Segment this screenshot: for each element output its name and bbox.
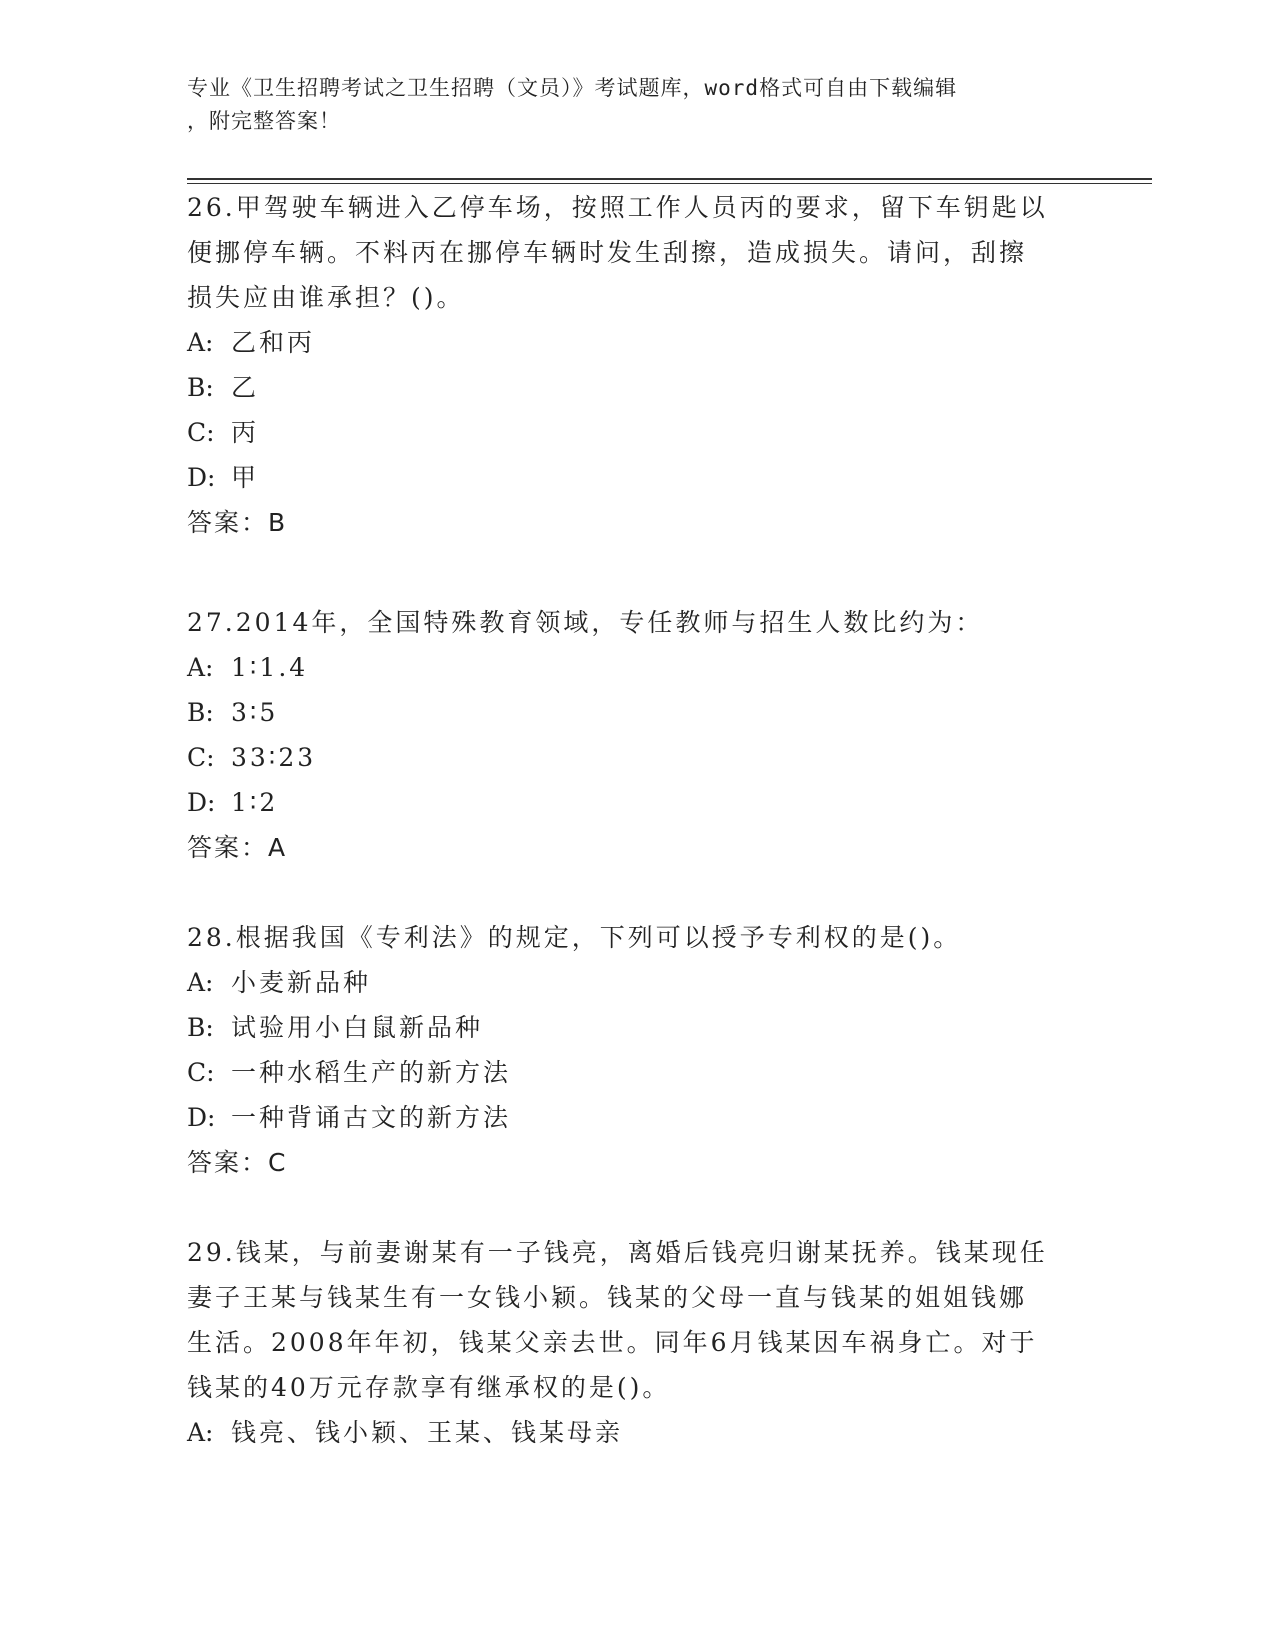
question-stem-line: 生活。2008年年初，钱某父亲去世。同年6月钱某因车祸身亡。对于 <box>187 1328 1038 1357</box>
option-a <box>187 960 1087 1005</box>
option-key: B: <box>187 373 214 402</box>
option-text: 3∶5 <box>231 698 279 727</box>
option-a <box>187 1410 1087 1455</box>
header-line-1: 专业《卫生招聘考试之卫生招聘（文员）》考试题库，word格式可自由下载编辑 <box>187 76 958 100</box>
option-d <box>187 780 1087 825</box>
question-stem-line: 28.根据我国《专利法》的规定，下列可以授予专利权的是()。 <box>187 923 962 952</box>
option-b <box>187 690 1087 735</box>
answer-line: 答案：A <box>187 833 288 862</box>
header-divider-thin <box>187 183 1152 184</box>
question-29 <box>187 1230 1087 1455</box>
option-c <box>187 410 1087 455</box>
option-key: B: <box>187 698 214 727</box>
question-stem-line: 妻子王某与钱某生有一女钱小颖。钱某的父母一直与钱某的姐姐钱娜 <box>187 1283 1028 1312</box>
option-text: 丙 <box>231 418 260 447</box>
option-text: 33∶23 <box>231 743 317 772</box>
answer-line: 答案：B <box>187 508 288 537</box>
option-d <box>187 455 1087 500</box>
option-text: 乙和丙 <box>231 328 316 357</box>
header-divider-thick <box>187 178 1152 180</box>
option-a <box>187 320 1087 365</box>
question-28 <box>187 915 1087 1185</box>
question-27 <box>187 600 1087 870</box>
option-text: 甲 <box>231 463 260 492</box>
document-header <box>187 72 1067 138</box>
option-key: B: <box>187 1013 214 1042</box>
option-key: A: <box>187 653 214 682</box>
question-26 <box>187 185 1087 545</box>
question-stem-line: 27.2014年，全国特殊教育领域，专任教师与招生人数比约为： <box>187 608 984 637</box>
option-text: 钱亮、钱小颖、王某、钱某母亲 <box>231 1418 624 1447</box>
option-d <box>187 1095 1087 1140</box>
header-line-2: ，附完整答案！ <box>187 109 341 133</box>
option-key: C: <box>187 1058 215 1087</box>
option-key: D: <box>187 788 216 817</box>
option-text: 1∶1.4 <box>231 653 309 682</box>
question-stem-line: 钱某的40万元存款享有继承权的是()。 <box>187 1373 671 1402</box>
option-text: 小麦新品种 <box>231 968 372 997</box>
option-text: 1∶2 <box>231 788 279 817</box>
option-text: 乙 <box>231 373 260 402</box>
question-stem-line: 损失应由谁承担？()。 <box>187 283 465 312</box>
option-key: C: <box>187 743 215 772</box>
option-b <box>187 1005 1087 1050</box>
option-key: A: <box>187 328 214 357</box>
answer-line: 答案：C <box>187 1148 288 1177</box>
option-text: 试验用小白鼠新品种 <box>231 1013 484 1042</box>
option-key: D: <box>187 1103 216 1132</box>
option-key: D: <box>187 463 216 492</box>
option-a <box>187 645 1087 690</box>
option-c <box>187 1050 1087 1095</box>
question-stem-line: 29.钱某，与前妻谢某有一子钱亮，离婚后钱亮归谢某抚养。钱某现任 <box>187 1238 1048 1267</box>
option-b <box>187 365 1087 410</box>
option-text: 一种背诵古文的新方法 <box>231 1103 512 1132</box>
option-text: 一种水稻生产的新方法 <box>231 1058 512 1087</box>
option-key: C: <box>187 418 215 447</box>
option-key: A: <box>187 1418 214 1447</box>
question-stem-line: 26.甲驾驶车辆进入乙停车场，按照工作人员丙的要求，留下车钥匙以 <box>187 193 1048 222</box>
question-stem-line: 便挪停车辆。不料丙在挪停车辆时发生刮擦，造成损失。请问，刮擦 <box>187 238 1028 267</box>
option-c <box>187 735 1087 780</box>
option-key: A: <box>187 968 214 997</box>
